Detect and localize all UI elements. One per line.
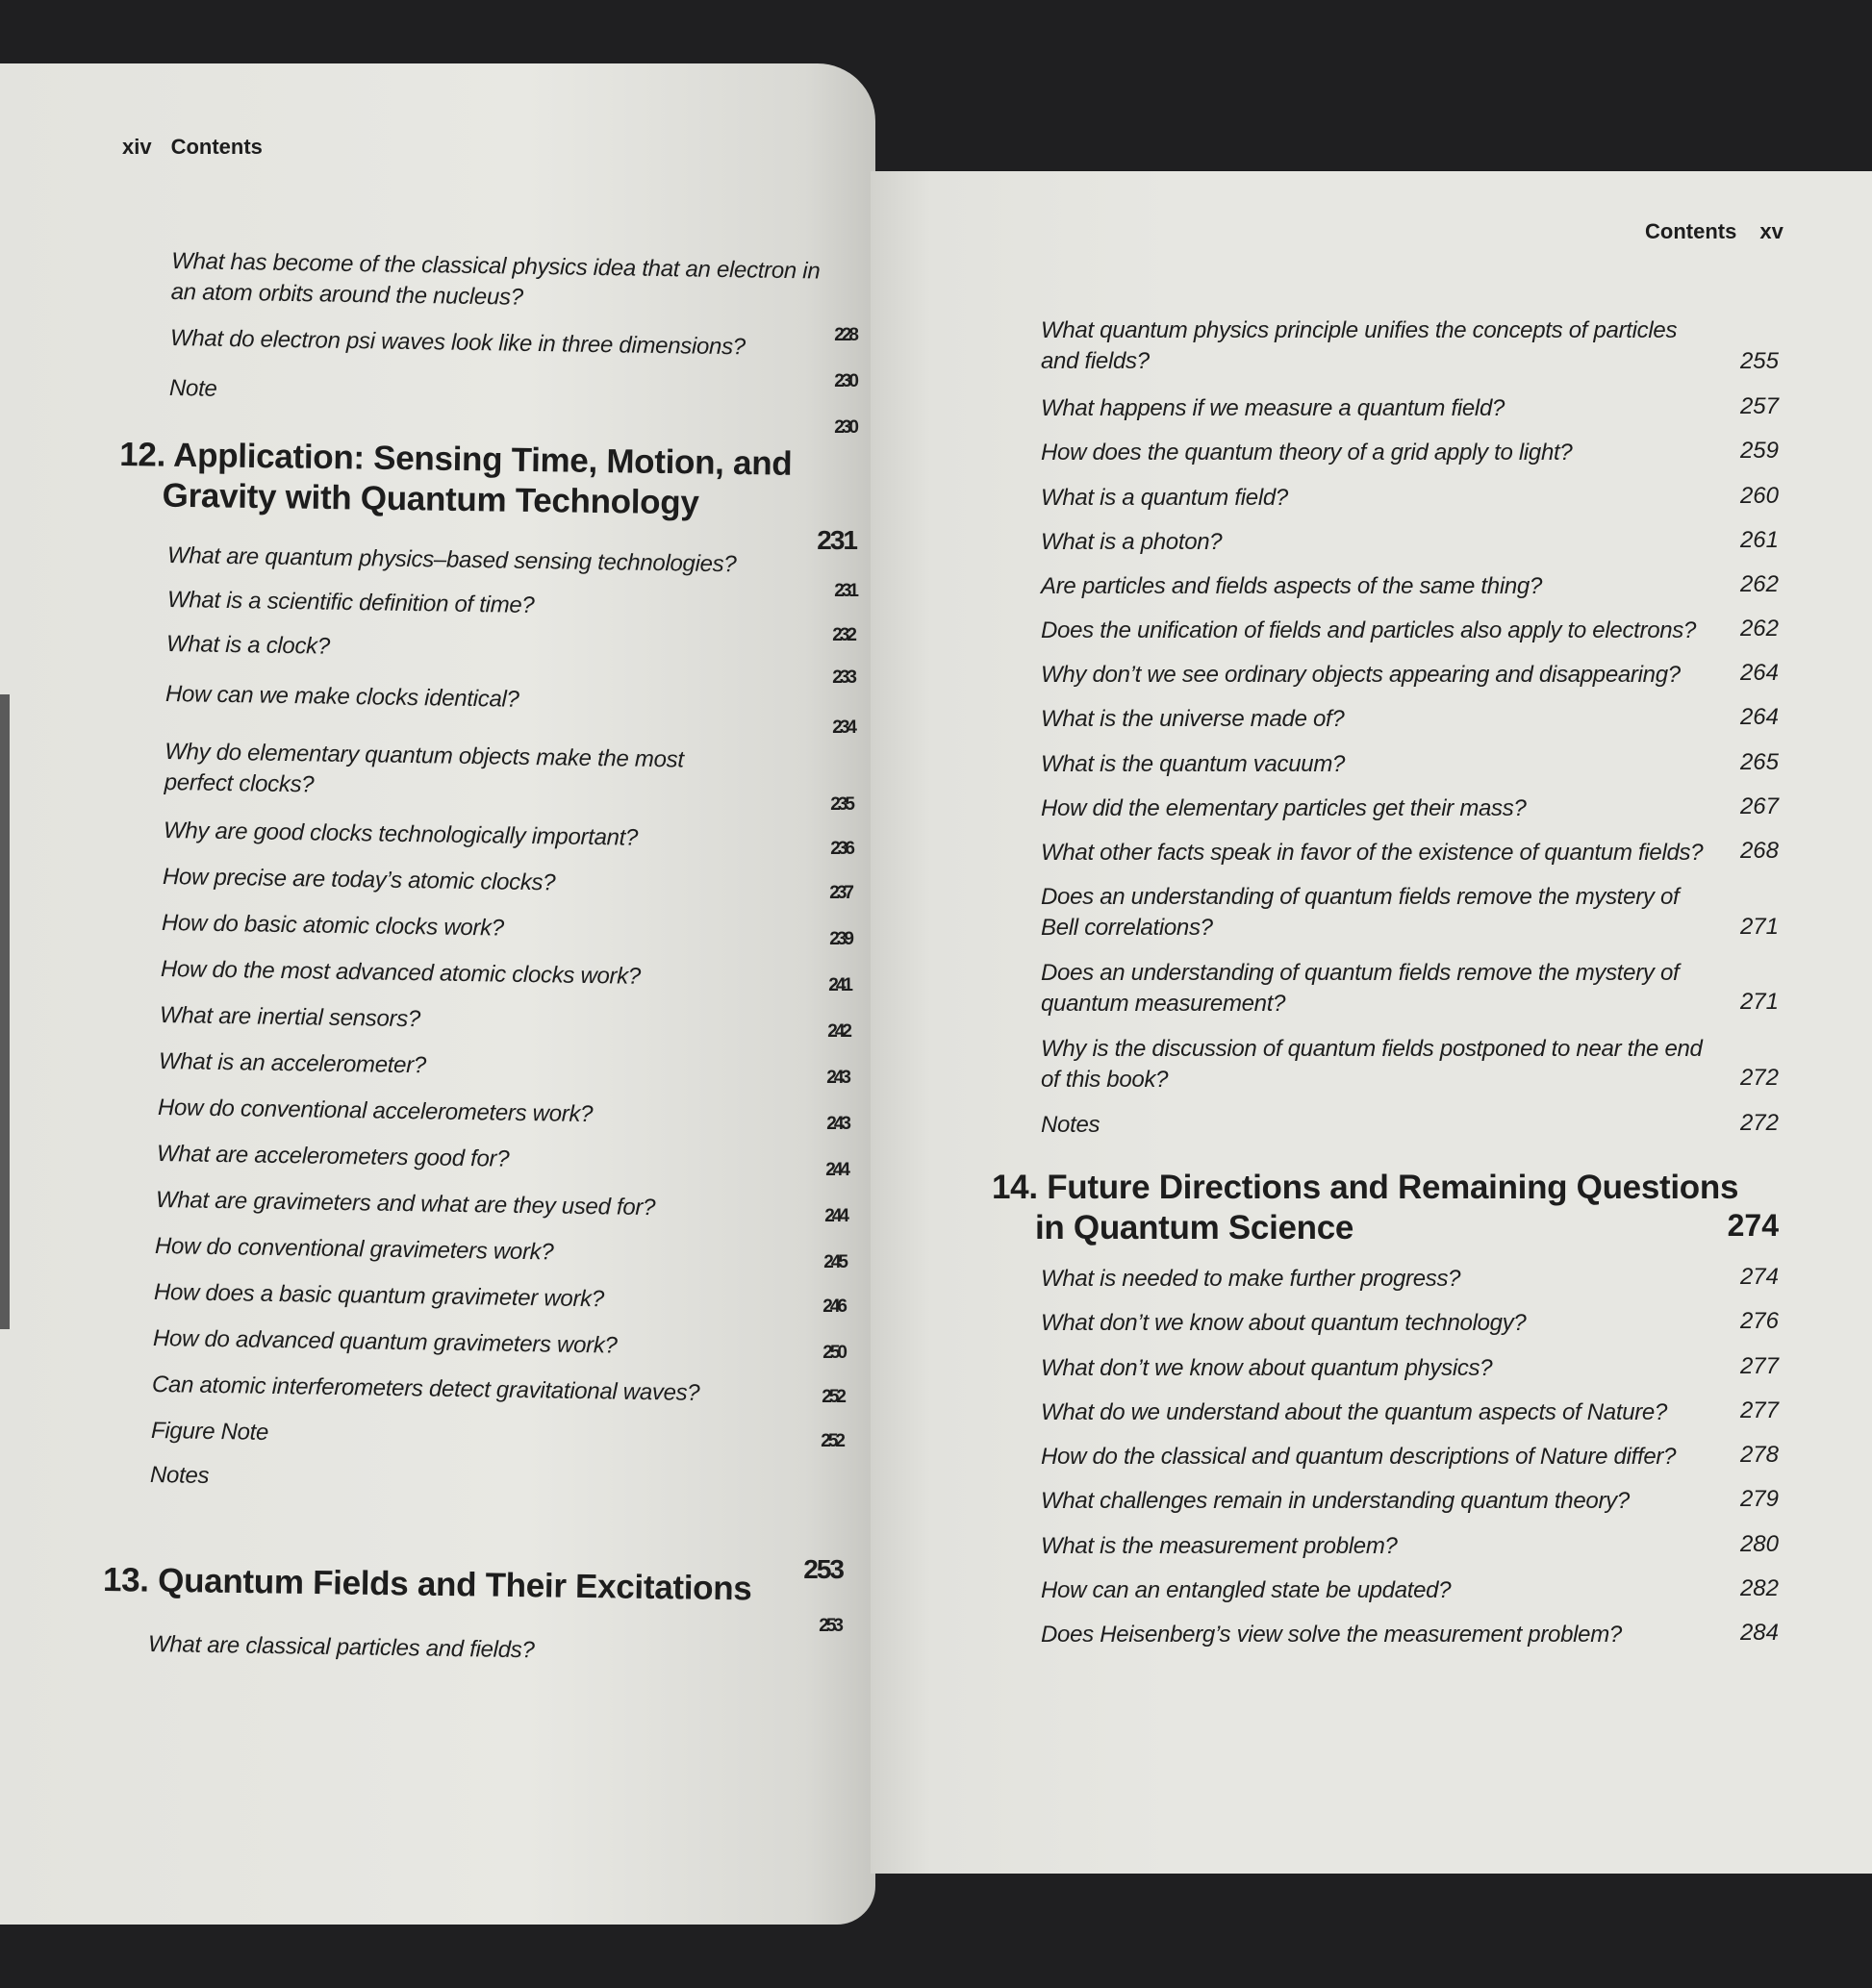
toc-entry: Why don’t we see ordinary objects appearing and disappearing? (1041, 662, 1681, 688)
toc-page-number: 244 (824, 1206, 847, 1226)
chapter-14-page: 274 (1727, 1208, 1779, 1243)
toc-entry-line: an atom orbits around the nucleus? (170, 278, 523, 311)
toc-page-number: 262 (1739, 616, 1779, 642)
toc-page-number: 231 (834, 581, 856, 601)
toc-page-number: 228 (834, 325, 856, 345)
toc-page-number: 279 (1739, 1486, 1779, 1512)
toc-page-number: 233 (832, 667, 854, 688)
toc-entry: What is the quantum vacuum? (1041, 751, 1346, 777)
toc-entry: Are particles and fields aspects of the same thing? (1041, 573, 1542, 599)
toc-page-number: 239 (829, 929, 851, 949)
toc-entry: What don’t we know about quantum physics? (1041, 1355, 1493, 1381)
toc-page-number: 234 (832, 717, 854, 738)
toc-page-number: 253 (819, 1616, 841, 1636)
toc-entry-line: of this book? (1041, 1067, 1169, 1093)
toc-page-number: 277 (1739, 1353, 1779, 1379)
toc-entry-line: Does an understanding of quantum fields remove the mystery of (1041, 960, 1680, 986)
toc-page-number: 272 (1739, 1065, 1779, 1091)
toc-entry: How do advanced quantum gravimeters work? (152, 1325, 618, 1359)
toc-entry: How can an entangled state be updated? (1041, 1577, 1452, 1603)
toc-page-number: 271 (1739, 989, 1779, 1015)
toc-page-number: 230 (834, 417, 856, 438)
toc-entry: What is a scientific definition of time? (166, 587, 535, 618)
toc-entry: How did the elementary particles get their mass? (1041, 795, 1527, 821)
toc-entry-line: Does an understanding of quantum fields remove the mystery of (1041, 884, 1680, 910)
toc-entry: Figure Note (150, 1418, 269, 1446)
chapter-number: 13. (102, 1561, 150, 1599)
toc-page-number: 282 (1739, 1575, 1779, 1601)
chapter-13-heading (103, 1560, 752, 1609)
toc-page-number: 252 (821, 1431, 843, 1451)
toc-entry: What do we understand about the quantum aspects of Nature? (1041, 1399, 1668, 1425)
toc-entry: Why are good clocks technologically important? (163, 818, 639, 851)
toc-entry: Can atomic interferometers detect gravitational waves? (151, 1371, 700, 1406)
toc-entry: How do conventional accelerometers work? (157, 1095, 594, 1128)
toc-page-number: 262 (1739, 571, 1779, 597)
toc-page-number: 278 (1739, 1442, 1779, 1468)
chapter-14-heading (992, 1168, 1738, 1248)
toc-page-number: 271 (1739, 914, 1779, 940)
left-running-head (122, 135, 263, 160)
toc-entry: Does the unification of fields and particles also apply to electrons? (1041, 617, 1697, 643)
chapter-title-line: Gravity with Quantum Technology (162, 476, 699, 522)
toc-entry: Notes (1041, 1112, 1100, 1138)
chapter-title-line: Application: Sensing Time, Motion, and (172, 436, 793, 483)
chapter-13-page: 253 (803, 1554, 843, 1584)
toc-entry: What are inertial sensors? (159, 1002, 421, 1033)
toc-entry: What challenges remain in understanding quantum theory? (1041, 1488, 1630, 1514)
toc-page-number: 243 (826, 1114, 848, 1134)
toc-entry-line: quantum measurement? (1041, 991, 1286, 1017)
left-page-number: xiv (122, 135, 152, 159)
chapter-number: 14. (992, 1169, 1038, 1206)
toc-entry: What are classical particles and fields? (147, 1631, 535, 1664)
chapter-title-line: Quantum Fields and Their Excitations (157, 1561, 752, 1608)
toc-page-number: 244 (825, 1160, 847, 1180)
toc-page-number: 243 (826, 1068, 848, 1088)
right-running-head (1645, 219, 1783, 244)
toc-entry: How precise are today’s atomic clocks? (162, 864, 556, 896)
toc-page-number: 242 (827, 1021, 849, 1042)
toc-entry: What do electron psi waves look like in three dimensions? (169, 325, 746, 361)
toc-entry: What is an accelerometer? (158, 1048, 427, 1079)
toc-entry: What are accelerometers good for? (156, 1141, 510, 1172)
toc-entry (1041, 958, 1679, 1019)
toc-page-number: 276 (1739, 1308, 1779, 1334)
toc-entry-line: Bell correlations? (1041, 915, 1213, 941)
right-running-head-title: Contents (1645, 219, 1737, 243)
toc-entry: How does the quantum theory of a grid apply to light? (1041, 440, 1573, 466)
toc-entry (170, 246, 820, 318)
toc-page-number: 232 (832, 625, 854, 645)
toc-page-number: 237 (829, 883, 851, 903)
toc-entry-line: Why is the discussion of quantum fields postponed to near the end (1041, 1036, 1703, 1062)
toc-page-number: 235 (830, 794, 852, 815)
toc-entry (1041, 315, 1677, 377)
toc-entry: What happens if we measure a quantum field? (1041, 395, 1505, 421)
toc-entry: How can we make clocks identical? (164, 681, 519, 713)
toc-page-number: 268 (1739, 838, 1779, 864)
toc-entry: What is the universe made of? (1041, 706, 1345, 732)
toc-entry: How do basic atomic clocks work? (161, 910, 505, 942)
toc-page-number: 246 (822, 1296, 845, 1317)
toc-entry: Does Heisenberg’s view solve the measurement problem? (1041, 1622, 1622, 1648)
toc-entry: Note (168, 375, 217, 402)
toc-page-number: 259 (1739, 438, 1779, 464)
toc-page-number: 277 (1739, 1397, 1779, 1423)
toc-page-number: 274 (1739, 1264, 1779, 1290)
toc-page-number: 260 (1739, 483, 1779, 509)
toc-page-number: 250 (822, 1343, 845, 1363)
toc-page-number: 255 (1739, 348, 1779, 374)
page-edge-strip (0, 694, 10, 1329)
toc-entry: What is a clock? (165, 631, 331, 660)
toc-entry: What is needed to make further progress? (1041, 1266, 1461, 1292)
toc-entry-line: What quantum physics principle unifies the concepts of particles (1041, 317, 1678, 343)
toc-entry: What are gravimeters and what are they used for? (155, 1187, 656, 1221)
toc-entry: How do the most advanced atomic clocks work? (160, 956, 642, 990)
toc-page-number: 272 (1739, 1110, 1779, 1136)
chapter-title-line: Future Directions and Remaining Questions (1047, 1169, 1739, 1206)
left-running-head-title: Contents (170, 135, 263, 159)
toc-page-number: 264 (1739, 704, 1779, 730)
toc-entry-line: What has become of the classical physics idea that an electron in (171, 248, 821, 285)
toc-entry: What are quantum physics–based sensing technologies? (166, 542, 737, 578)
toc-page-number: 265 (1739, 749, 1779, 775)
toc-entry-line: perfect clocks? (164, 768, 315, 798)
toc-entry: How does a basic quantum gravimeter work? (153, 1279, 605, 1313)
right-page (871, 171, 1872, 1874)
toc-entry: What other facts speak in favor of the existence of quantum fields? (1041, 840, 1704, 866)
toc-page-number: 257 (1739, 393, 1779, 419)
toc-page-number: 284 (1739, 1620, 1779, 1646)
toc-entry-line: and fields? (1041, 348, 1150, 374)
toc-page-number: 267 (1739, 793, 1779, 819)
chapter-12-page: 231 (817, 525, 856, 555)
toc-entry: How do conventional gravimeters work? (154, 1233, 554, 1266)
toc-entry: How do the classical and quantum descriptions of Nature differ? (1041, 1444, 1677, 1470)
toc-entry: What is a quantum field? (1041, 485, 1288, 511)
chapter-number: 12. (119, 436, 166, 474)
toc-page-number: 245 (823, 1252, 846, 1272)
chapter-12-heading (118, 435, 792, 525)
toc-page-number: 241 (828, 975, 850, 995)
toc-page-number: 252 (822, 1387, 844, 1407)
right-page-number: xv (1759, 219, 1783, 243)
toc-entry (1041, 882, 1679, 944)
toc-entry (1041, 1034, 1703, 1095)
left-page (0, 63, 875, 1925)
toc-entry: What is the measurement problem? (1041, 1533, 1398, 1559)
toc-entry (164, 737, 683, 806)
toc-entry: What don’t we know about quantum technology? (1041, 1310, 1527, 1336)
toc-entry: Notes (149, 1462, 210, 1489)
toc-entry-line: Why do elementary quantum objects make the most (164, 739, 684, 773)
toc-page-number: 236 (830, 839, 852, 859)
toc-page-number: 280 (1739, 1531, 1779, 1557)
toc-page-number: 264 (1739, 660, 1779, 686)
chapter-title-line: in Quantum Science (1035, 1209, 1354, 1246)
toc-page-number: 261 (1739, 527, 1779, 553)
toc-entry: What is a photon? (1041, 529, 1223, 555)
toc-page-number: 230 (834, 371, 856, 391)
